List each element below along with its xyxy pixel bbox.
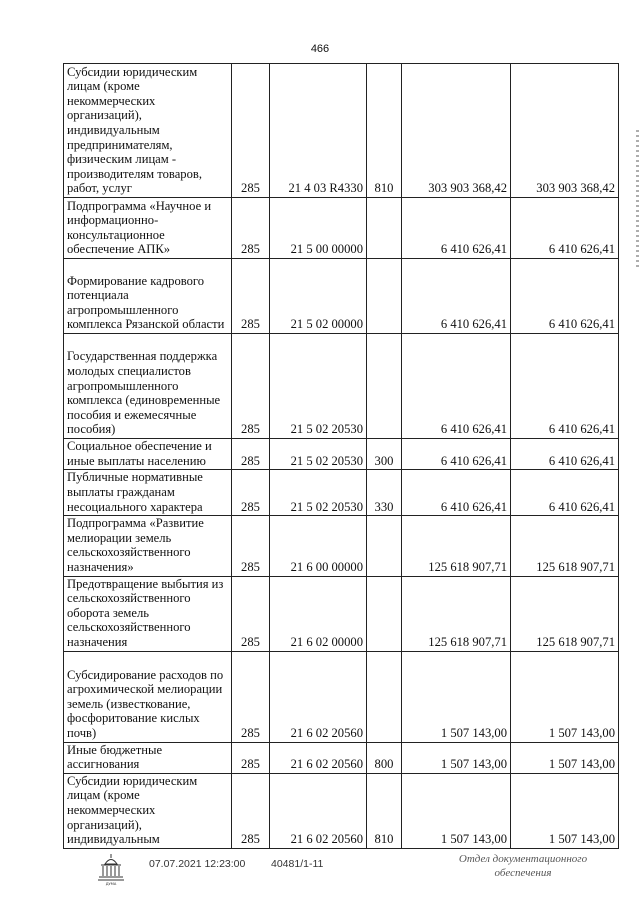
row-vr: 810	[367, 64, 402, 198]
table-row	[64, 516, 619, 576]
row-name: Субсидии юридическим лицам (кроме некоммерческих организаций), индивидуальным предпринимателям, физическим лицам - производителям товаров, работ, услуг	[64, 64, 232, 198]
row-csr: 21 6 02 20560	[270, 742, 367, 773]
row-name: Субсидирование расходов по агрохимической мелиорации земель (известкование, фосфоритование кислых почв)	[64, 651, 232, 742]
row-vr	[367, 334, 402, 439]
row-code: 285	[232, 651, 270, 742]
duma-building-logo-icon	[96, 852, 126, 886]
page-footer	[0, 852, 640, 905]
table-row	[64, 576, 619, 651]
row-code: 285	[232, 470, 270, 516]
row-name: Социальное обеспечение и иные выплаты населению	[64, 439, 232, 470]
row-code: 285	[232, 334, 270, 439]
row-sum-2: 125 618 907,71	[511, 516, 619, 576]
table-row	[64, 439, 619, 470]
registration-number: 40481/1-11	[271, 858, 324, 870]
row-sum-2: 6 410 626,41	[511, 259, 619, 334]
registration-date: 07.07.2021 12:23:00	[149, 858, 246, 870]
row-code: 285	[232, 742, 270, 773]
row-sum-1: 1 507 143,00	[402, 773, 511, 848]
table-row	[64, 470, 619, 516]
row-vr	[367, 259, 402, 334]
row-csr: 21 5 02 00000	[270, 259, 367, 334]
table-row	[64, 773, 619, 848]
row-name: Субсидии юридическим лицам (кроме некоммерческих организаций), индивидуальным	[64, 773, 232, 848]
table-row	[64, 259, 619, 334]
row-csr: 21 5 02 20530	[270, 470, 367, 516]
row-csr: 21 5 02 20530	[270, 439, 367, 470]
row-sum-2: 303 903 368,42	[511, 64, 619, 198]
row-vr: 330	[367, 470, 402, 516]
page-number: 466	[310, 43, 330, 55]
row-sum-2: 1 507 143,00	[511, 773, 619, 848]
row-vr	[367, 198, 402, 259]
row-code: 285	[232, 64, 270, 198]
table-row	[64, 64, 619, 198]
row-name: Государственная поддержка молодых специалистов агропромышленного комплекса (единовременные пособия и ежемесячные пособия)	[64, 334, 232, 439]
row-name: Подпрограмма «Развитие мелиорации земель сельскохозяйственного назначения»	[64, 516, 232, 576]
department-line-1: Отдел документационного	[458, 853, 588, 865]
table-row	[64, 198, 619, 259]
row-name: Формирование кадрового потенциала агропромышленного комплекса Рязанской области	[64, 259, 232, 334]
row-sum-1: 1 507 143,00	[402, 742, 511, 773]
row-sum-2: 1 507 143,00	[511, 651, 619, 742]
row-code: 285	[232, 516, 270, 576]
department-line-2: обеспечения	[494, 867, 552, 879]
row-vr: 800	[367, 742, 402, 773]
scan-edge-marks	[636, 130, 639, 270]
row-csr: 21 6 02 00000	[270, 576, 367, 651]
row-code: 285	[232, 259, 270, 334]
table-row	[64, 651, 619, 742]
row-sum-1: 6 410 626,41	[402, 334, 511, 439]
row-sum-1: 6 410 626,41	[402, 439, 511, 470]
row-sum-1: 303 903 368,42	[402, 64, 511, 198]
row-name: Публичные нормативные выплаты гражданам несоциального характера	[64, 470, 232, 516]
row-name: Предотвращение выбытия из сельскохозяйственного оборота земель сельскохозяйственного назначения	[64, 576, 232, 651]
row-sum-1: 125 618 907,71	[402, 576, 511, 651]
budget-table	[63, 63, 619, 849]
row-csr: 21 6 00 00000	[270, 516, 367, 576]
row-csr: 21 5 02 20530	[270, 334, 367, 439]
row-vr: 810	[367, 773, 402, 848]
row-csr: 21 4 03 R4330	[270, 64, 367, 198]
row-name: Подпрограмма «Научное и информационно-консультационное обеспечение АПК»	[64, 198, 232, 259]
row-sum-1: 6 410 626,41	[402, 259, 511, 334]
row-sum-2: 1 507 143,00	[511, 742, 619, 773]
row-vr: 300	[367, 439, 402, 470]
row-sum-1: 6 410 626,41	[402, 470, 511, 516]
row-vr	[367, 651, 402, 742]
row-sum-2: 6 410 626,41	[511, 334, 619, 439]
row-code: 285	[232, 576, 270, 651]
row-vr	[367, 516, 402, 576]
row-name: Иные бюджетные ассигнования	[64, 742, 232, 773]
row-csr: 21 5 00 00000	[270, 198, 367, 259]
row-csr: 21 6 02 20560	[270, 651, 367, 742]
table-row	[64, 334, 619, 439]
row-sum-1: 6 410 626,41	[402, 198, 511, 259]
row-code: 285	[232, 439, 270, 470]
row-code: 285	[232, 773, 270, 848]
row-sum-2: 6 410 626,41	[511, 470, 619, 516]
row-sum-1: 125 618 907,71	[402, 516, 511, 576]
row-sum-2: 6 410 626,41	[511, 439, 619, 470]
row-csr: 21 6 02 20560	[270, 773, 367, 848]
department-stamp	[448, 852, 598, 880]
row-sum-2: 125 618 907,71	[511, 576, 619, 651]
row-sum-1: 1 507 143,00	[402, 651, 511, 742]
row-vr	[367, 576, 402, 651]
svg-text:ДУМА: ДУМА	[105, 882, 117, 886]
row-code: 285	[232, 198, 270, 259]
table-row	[64, 742, 619, 773]
row-sum-2: 6 410 626,41	[511, 198, 619, 259]
